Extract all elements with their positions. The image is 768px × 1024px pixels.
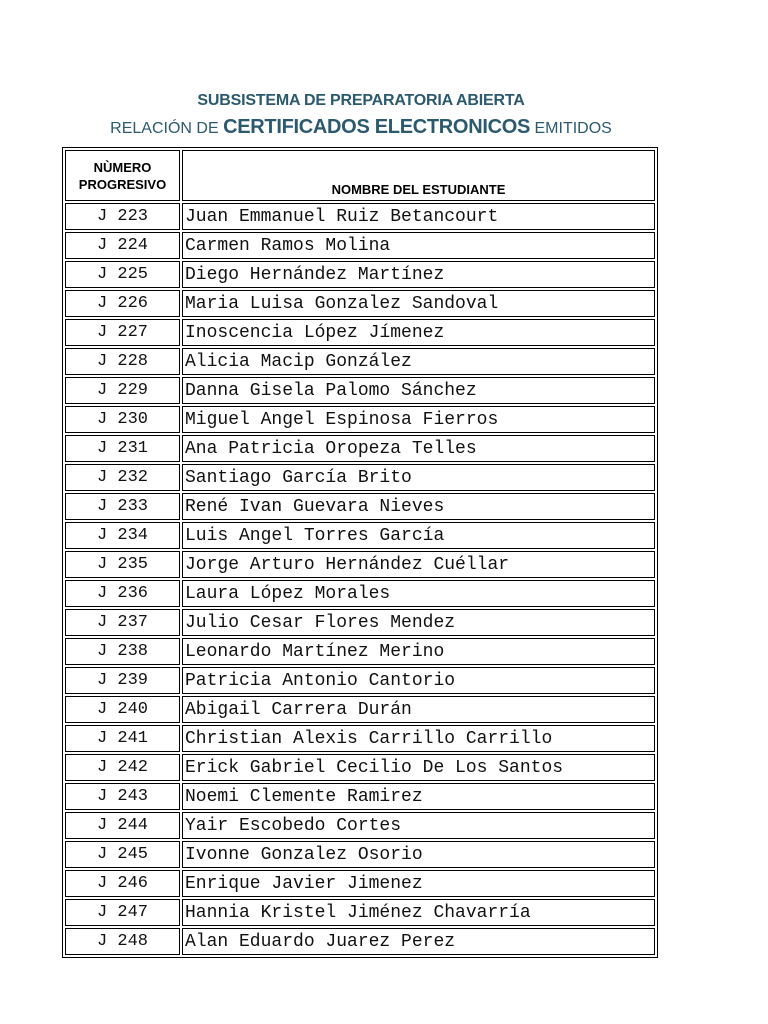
progressive-number-cell: J 225: [65, 261, 180, 288]
progressive-number-cell: J 234: [65, 522, 180, 549]
progressive-number-cell: J 231: [65, 435, 180, 462]
table-row: [65, 493, 655, 520]
progressive-number-cell: J 248: [65, 928, 180, 955]
student-name-cell: Diego Hernández Martínez: [182, 261, 655, 288]
document-header: [0, 90, 722, 143]
student-name-cell: Julio Cesar Flores Mendez: [182, 609, 655, 636]
student-name-cell: Miguel Angel Espinosa Fierros: [182, 406, 655, 433]
column-header-name: NOMBRE DEL ESTUDIANTE: [182, 150, 655, 201]
student-name-cell: Carmen Ramos Molina: [182, 232, 655, 259]
subtitle-suffix: EMITIDOS: [534, 120, 612, 137]
progressive-number-cell: J 226: [65, 290, 180, 317]
table-row: [65, 551, 655, 578]
student-name-cell: Yair Escobedo Cortes: [182, 812, 655, 839]
student-name-cell: Patricia Antonio Cantorio: [182, 667, 655, 694]
table-row: [65, 899, 655, 926]
progressive-number-cell: J 247: [65, 899, 180, 926]
table-row: [65, 232, 655, 259]
table-row: [65, 319, 655, 346]
column-header-number-line2: PROGRESIVO: [78, 176, 167, 192]
progressive-number-cell: J 237: [65, 609, 180, 636]
table-row: [65, 667, 655, 694]
progressive-number-cell: J 238: [65, 638, 180, 665]
progressive-number-cell: J 236: [65, 580, 180, 607]
student-name-cell: Luis Angel Torres García: [182, 522, 655, 549]
table-row: [65, 696, 655, 723]
student-name-cell: René Ivan Guevara Nieves: [182, 493, 655, 520]
student-name-cell: Santiago García Brito: [182, 464, 655, 491]
table-row: [65, 812, 655, 839]
table-row: [65, 580, 655, 607]
student-name-cell: Jorge Arturo Hernández Cuéllar: [182, 551, 655, 578]
progressive-number-cell: J 244: [65, 812, 180, 839]
progressive-number-cell: J 230: [65, 406, 180, 433]
subtitle-emphasis: CERTIFICADOS ELECTRONICOS: [223, 116, 531, 138]
student-name-cell: Hannia Kristel Jiménez Chavarría: [182, 899, 655, 926]
table-header-row: [65, 150, 655, 201]
student-name-cell: Maria Luisa Gonzalez Sandoval: [182, 290, 655, 317]
table-row: [65, 464, 655, 491]
table-row: [65, 435, 655, 462]
certificates-table: [62, 147, 658, 958]
student-name-cell: Laura López Morales: [182, 580, 655, 607]
subtitle-prefix: RELACIÓN DE: [110, 120, 219, 137]
column-header-number: [65, 150, 180, 201]
table-row: [65, 522, 655, 549]
table-body: [65, 203, 655, 955]
progressive-number-cell: J 232: [65, 464, 180, 491]
progressive-number-cell: J 229: [65, 377, 180, 404]
student-name-cell: Inoscencia López Jímenez: [182, 319, 655, 346]
student-name-cell: Danna Gisela Palomo Sánchez: [182, 377, 655, 404]
progressive-number-cell: J 224: [65, 232, 180, 259]
table-row: [65, 928, 655, 955]
table-row: [65, 261, 655, 288]
table-row: [65, 725, 655, 752]
progressive-number-cell: J 228: [65, 348, 180, 375]
table-row: [65, 406, 655, 433]
progressive-number-cell: J 241: [65, 725, 180, 752]
progressive-number-cell: J 223: [65, 203, 180, 230]
student-name-cell: Leonardo Martínez Merino: [182, 638, 655, 665]
table-row: [65, 754, 655, 781]
progressive-number-cell: J 233: [65, 493, 180, 520]
student-name-cell: Juan Emmanuel Ruiz Betancourt: [182, 203, 655, 230]
student-name-cell: Ivonne Gonzalez Osorio: [182, 841, 655, 868]
table-row: [65, 203, 655, 230]
progressive-number-cell: J 246: [65, 870, 180, 897]
progressive-number-cell: J 243: [65, 783, 180, 810]
table-row: [65, 609, 655, 636]
table-row: [65, 377, 655, 404]
table-row: [65, 841, 655, 868]
table-row: [65, 290, 655, 317]
progressive-number-cell: J 235: [65, 551, 180, 578]
student-name-cell: Christian Alexis Carrillo Carrillo: [182, 725, 655, 752]
document-title: SUBSISTEMA DE PREPARATORIA ABIERTA: [197, 92, 525, 109]
student-name-cell: Alicia Macip González: [182, 348, 655, 375]
table-row: [65, 870, 655, 897]
student-name-cell: Enrique Javier Jimenez: [182, 870, 655, 897]
progressive-number-cell: J 240: [65, 696, 180, 723]
progressive-number-cell: J 239: [65, 667, 180, 694]
student-name-cell: Abigail Carrera Durán: [182, 696, 655, 723]
table-row: [65, 348, 655, 375]
column-header-number-line1: NÙMERO: [93, 159, 152, 175]
table-row: [65, 783, 655, 810]
table-row: [65, 638, 655, 665]
student-name-cell: Ana Patricia Oropeza Telles: [182, 435, 655, 462]
progressive-number-cell: J 242: [65, 754, 180, 781]
student-name-cell: Erick Gabriel Cecilio De Los Santos: [182, 754, 655, 781]
progressive-number-cell: J 245: [65, 841, 180, 868]
progressive-number-cell: J 227: [65, 319, 180, 346]
student-name-cell: Noemi Clemente Ramirez: [182, 783, 655, 810]
student-name-cell: Alan Eduardo Juarez Perez: [182, 928, 655, 955]
document-subtitle: [0, 113, 722, 143]
